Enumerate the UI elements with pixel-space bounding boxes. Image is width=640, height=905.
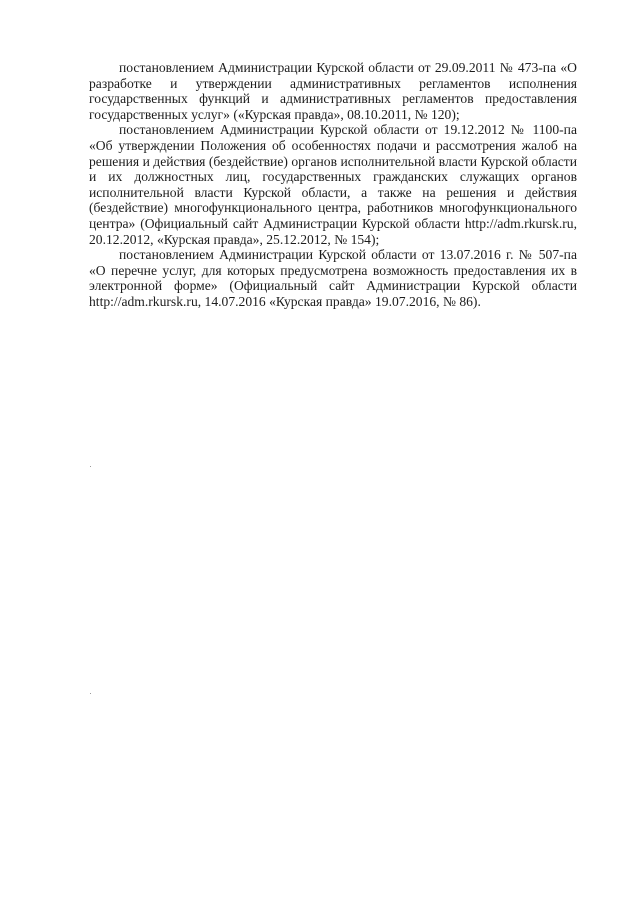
- scan-speck: [90, 693, 91, 694]
- document-body: [89, 60, 577, 310]
- paragraph-resolution-473: постановлением Администрации Курской области от 29.09.2011 № 473-па «О разработке и утверждении административных регламентов исполнения государственных функций и административных регламентов предоставления государственных услуг» («Курская правда», 08.10.2011, № 120);: [89, 60, 577, 122]
- paragraph-resolution-507: постановлением Администрации Курской области от 13.07.2016 г. № 507-па «О перечне услуг, для которых предусмотрена возможность предоставления их в электронной форме» (Официальный сайт Администрации Курской области http://adm.rkursk.ru, 14.07.2016 «Курская правда» 19.07.2016, № 86).: [89, 247, 577, 309]
- paragraph-resolution-1100: постановлением Администрации Курской области от 19.12.2012 № 1100-па «Об утверждении Положения об особенностях подачи и рассмотрения жалоб на решения и действия (бездействие) органов исполнительной власти Курской области и их должностных лиц, государственных гражданских служащих органов исполнительной власти Курской области, а также на решения и действия (бездействие) многофункционального центра, работников многофункционального центра» (Официальный сайт Администрации Курской области http://adm.rkursk.ru, 20.12.2012, «Курская правда», 25.12.2012, № 154);: [89, 122, 577, 247]
- scan-speck: [90, 466, 91, 467]
